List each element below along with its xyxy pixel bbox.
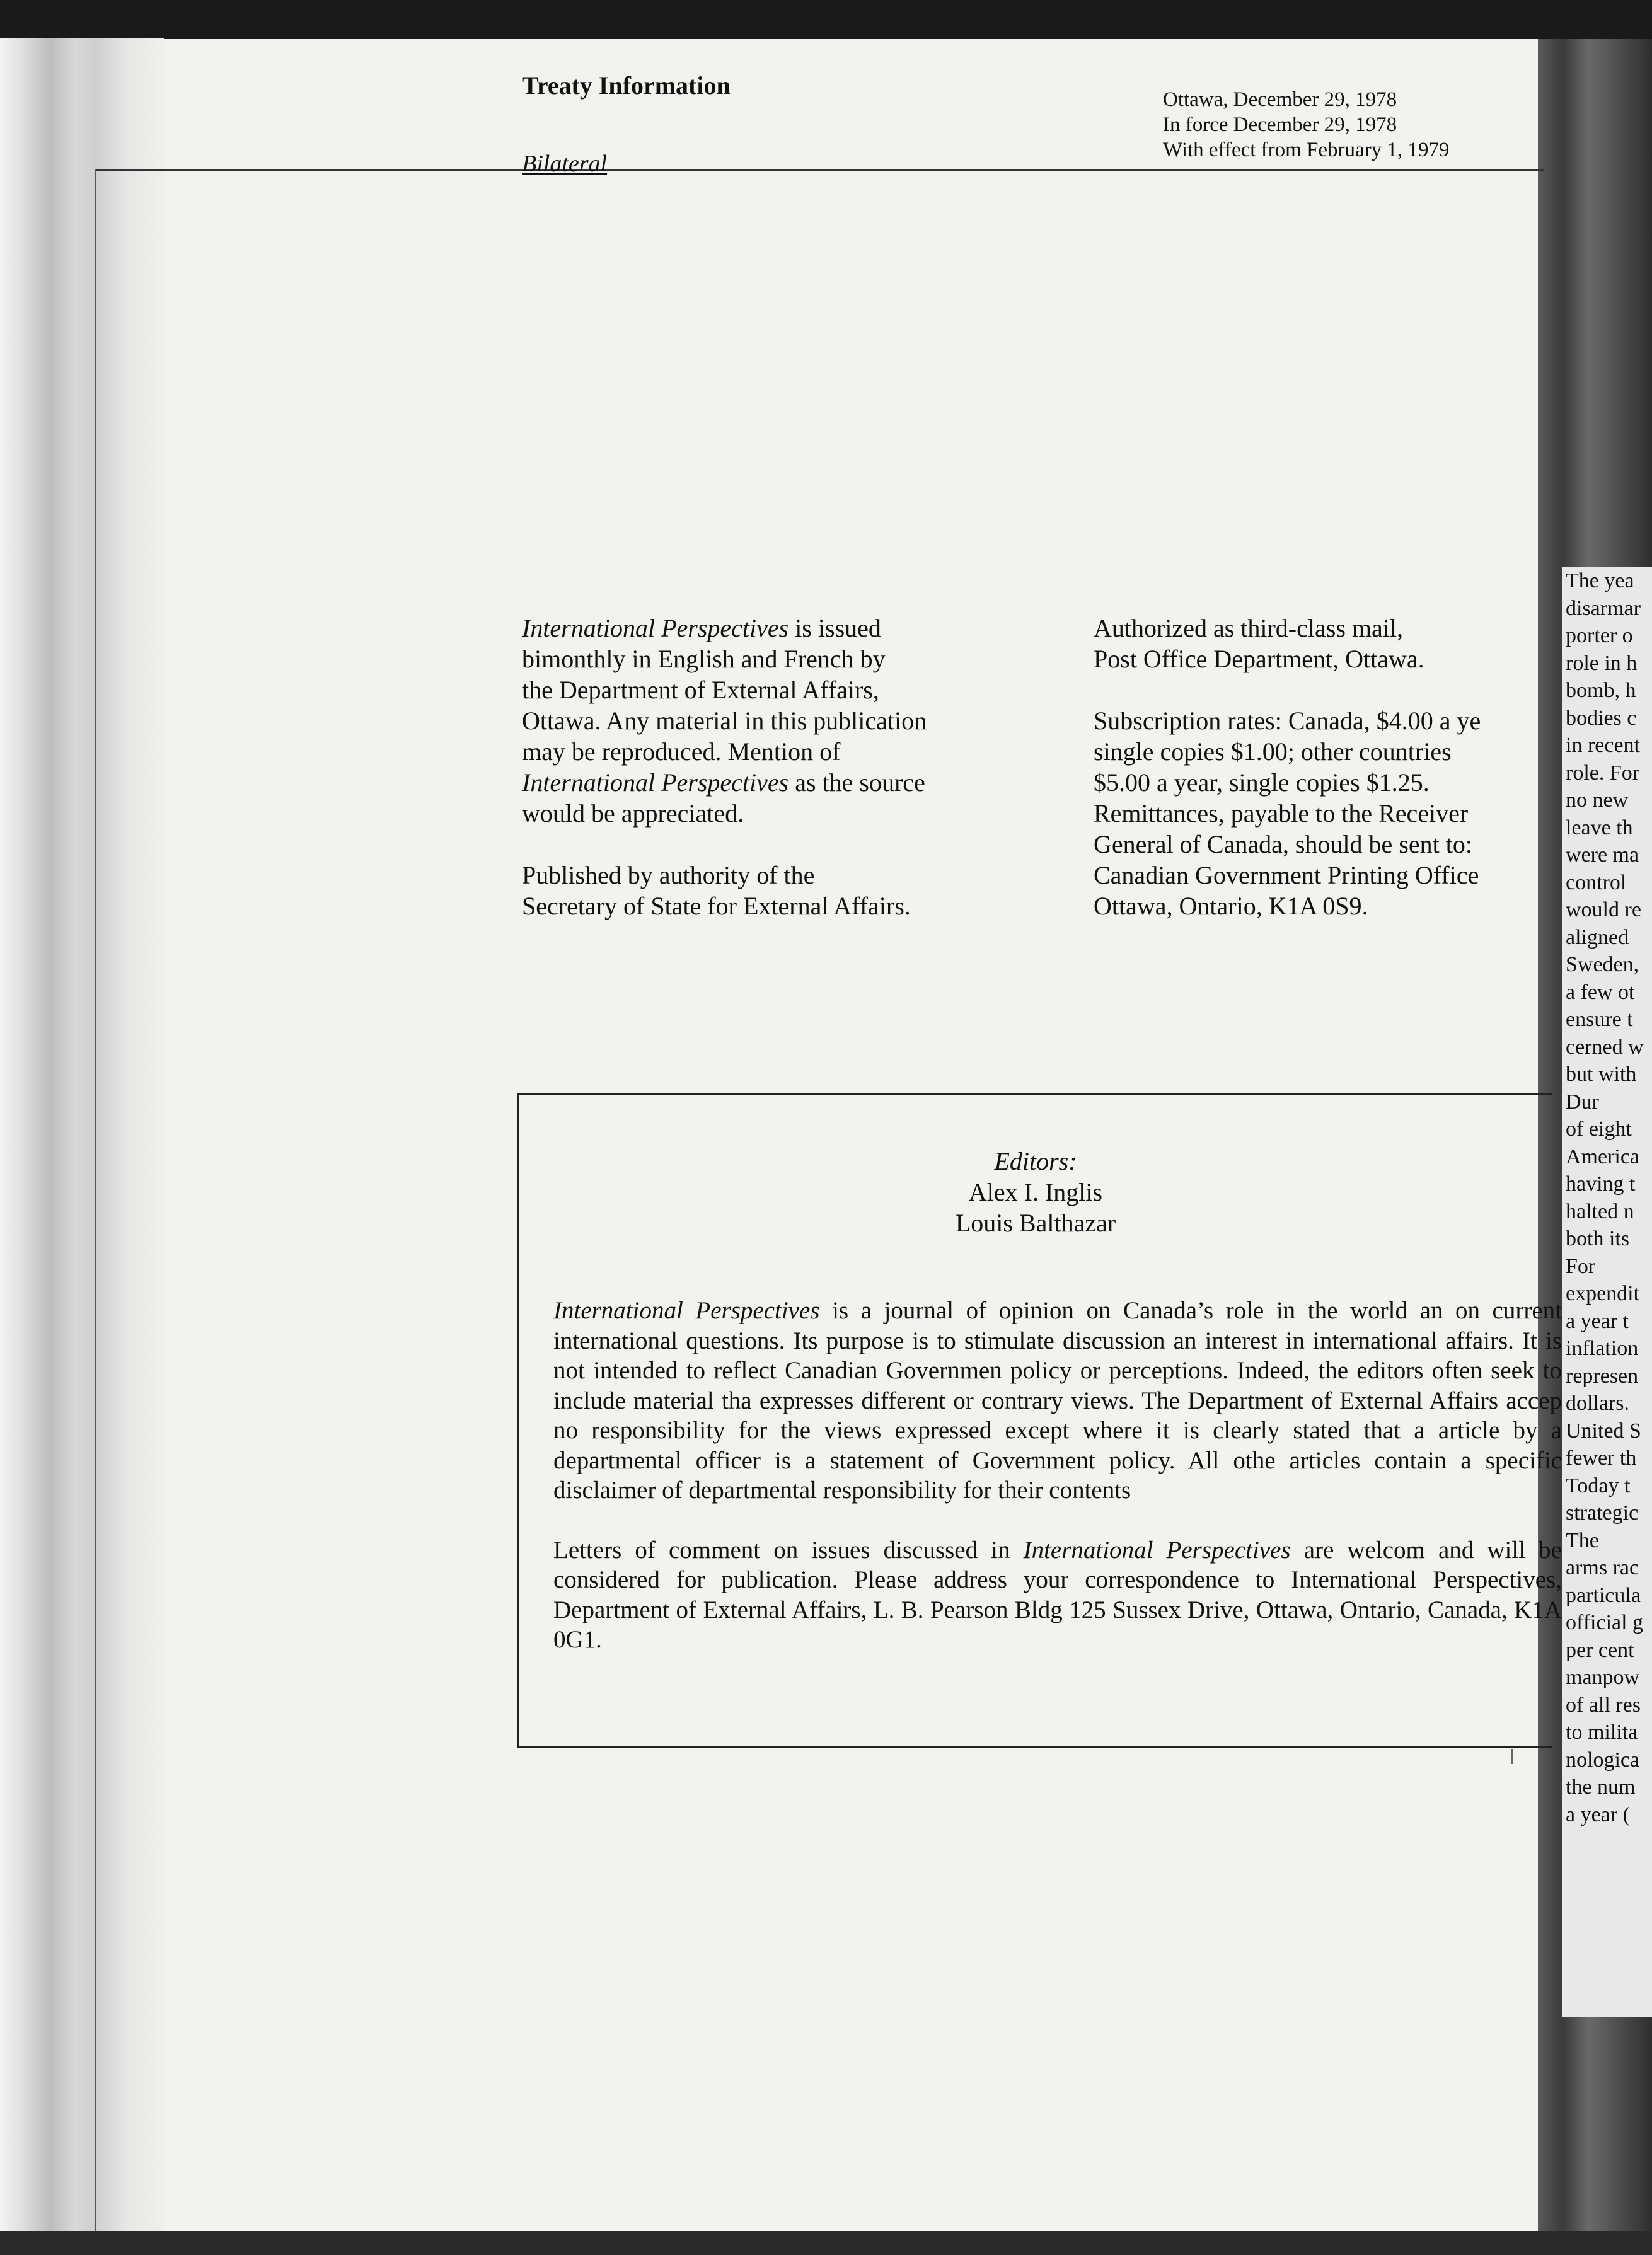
adjacent-page-line: halted n [1566, 1199, 1634, 1223]
colophon-line: $5.00 a year, single copies $1.25. [1094, 768, 1430, 797]
header-rule [95, 169, 1544, 171]
adjacent-page-line: Sweden, [1566, 953, 1639, 976]
colophon-line: International Perspectives is issued [522, 614, 881, 642]
adjacent-page-line: but with [1566, 1063, 1637, 1086]
adjacent-page-line: United S [1566, 1419, 1641, 1443]
colophon-left [522, 613, 1045, 921]
book-binding [0, 38, 164, 2255]
adjacent-page-line: both its [1566, 1227, 1630, 1250]
page-frame-rule [95, 169, 96, 2231]
adjacent-page-line: disarmar [1566, 596, 1641, 620]
adjacent-page-line: per cent [1566, 1638, 1634, 1662]
adjacent-page-line: The yea [1566, 569, 1634, 592]
adjacent-page-line: cerned w [1566, 1035, 1644, 1059]
section-label: Bilateral [522, 151, 608, 177]
colophon-line: the Department of External Affairs, [522, 676, 879, 704]
adjacent-page-line: leave th [1566, 816, 1633, 839]
adjacent-page-line: strategic [1566, 1501, 1639, 1525]
adjacent-page-line: fewer th [1566, 1446, 1637, 1470]
treaty-date-line: Ottawa, December 29, 1978 [1163, 88, 1397, 111]
colophon-line: would be appreciated. [522, 799, 744, 828]
publication-title: International Perspectives [553, 1297, 820, 1324]
colophon-line: Post Office Department, Ottawa. [1094, 645, 1424, 673]
colophon-line: International Perspectives as the source [522, 768, 925, 797]
colophon-line: single copies $1.00; other countries [1094, 737, 1452, 766]
adjacent-page-line: a few ot [1566, 980, 1635, 1004]
scan-mark [1511, 1749, 1513, 1764]
treaty-date-line: In force December 29, 1978 [1163, 113, 1397, 136]
adjacent-page-line: America [1566, 1145, 1640, 1168]
adjacent-page-line: no new [1566, 788, 1629, 812]
adjacent-page-line: control [1566, 870, 1627, 894]
colophon-line: Ottawa, Ontario, K1A 0S9. [1094, 892, 1368, 920]
adjacent-page-lines [1562, 567, 1652, 1828]
adjacent-page-line: Dur [1566, 1090, 1599, 1114]
adjacent-page-line: porter o [1566, 624, 1633, 647]
colophon-line: Published by authority of the [522, 861, 815, 889]
treaty-date-line: With effect from February 1, 1979 [1163, 139, 1450, 161]
treaty-dates [1163, 87, 1449, 163]
adjacent-page-line: represen [1566, 1364, 1639, 1388]
colophon-right [1094, 613, 1560, 921]
colophon-line: Authorized as third-class mail, [1094, 614, 1403, 642]
editor-name: Louis Balthazar [955, 1209, 1116, 1237]
adjacent-page-line: were ma [1566, 843, 1639, 867]
adjacent-page-line: would re [1566, 898, 1641, 921]
publication-title: International Perspectives [1023, 1536, 1291, 1564]
colophon-line: may be reproduced. Mention of [522, 737, 841, 766]
statement-paragraph: International Perspectives is a journal of opinion on Canada’s role in the world an on current international questions. Its purpose is to stimulate discussion an interest in international affairs. It is not intended to reflect Canadian Governmen policy or perceptions. Indeed, the editors often seek to include material tha expresses different or contrary views. The Department of External Affairs accep no responsibility for the views expressed except where it is clearly stated that a article by a departmental officer is a statement of Government policy. All othe articles contain a specific disclaimer of departmental responsibility for their contents [553, 1297, 1562, 1504]
editors-box [517, 1093, 1562, 1748]
adjacent-page-line: bodies c [1566, 706, 1637, 730]
adjacent-page-line: of eight [1566, 1117, 1632, 1141]
colophon-line: General of Canada, should be sent to: [1094, 830, 1472, 858]
adjacent-page-line: expendit [1566, 1282, 1640, 1305]
adjacent-page-line: nologica [1566, 1748, 1640, 1772]
adjacent-page-line: role in h [1566, 651, 1638, 675]
adjacent-page-line: aligned [1566, 925, 1629, 949]
scan-top-edge [0, 0, 1652, 39]
editors-heading [519, 1146, 1552, 1238]
adjacent-page-line: particula [1566, 1583, 1641, 1607]
adjacent-page-line: The [1566, 1528, 1599, 1552]
page-title: Treaty Information [522, 71, 731, 100]
colophon-line: Subscription rates: Canada, $4.00 a ye [1094, 706, 1481, 735]
colophon-line: Secretary of State for External Affairs. [522, 892, 911, 920]
scan-bottom-edge [0, 2231, 1652, 2255]
adjacent-page-line: having t [1566, 1172, 1636, 1196]
adjacent-page-line: manpow [1566, 1666, 1640, 1689]
adjacent-page-line: Today t [1566, 1474, 1631, 1497]
letters-paragraph: Letters of comment on issues discussed in International Perspectives are welcom and will be considered for publication. Please address your correspondence to International Perspectives, Department of External Affairs, L. B. Pearson Bldg 125 Sussex Drive, Ottawa, Ontario, Canada, K1A 0G1. [553, 1536, 1562, 1653]
colophon-line: bimonthly in English and French by [522, 645, 886, 673]
adjacent-page-line: the num [1566, 1775, 1636, 1799]
editors-statement [553, 1296, 1562, 1655]
adjacent-page-line: a year ( [1566, 1802, 1630, 1826]
adjacent-page-line: dollars. [1566, 1392, 1630, 1415]
editors-label: Editors: [994, 1147, 1077, 1175]
colophon-line: Ottawa. Any material in this publication [522, 706, 927, 735]
adjacent-page-fragment [1562, 567, 1652, 2017]
adjacent-page-line: ensure t [1566, 1008, 1633, 1031]
adjacent-page-line: arms rac [1566, 1556, 1639, 1579]
publication-title: International Perspectives [522, 768, 789, 797]
adjacent-page-line: to milita [1566, 1721, 1638, 1744]
adjacent-page-line: For [1566, 1254, 1596, 1278]
adjacent-page-line: a year t [1566, 1309, 1629, 1333]
adjacent-page-line: official g [1566, 1611, 1644, 1634]
adjacent-page-line: bomb, h [1566, 679, 1636, 702]
colophon-line: Canadian Government Printing Office [1094, 861, 1479, 889]
adjacent-page-line: inflation [1566, 1337, 1639, 1360]
colophon-line: Remittances, payable to the Receiver [1094, 799, 1469, 828]
editor-name: Alex I. Inglis [968, 1178, 1103, 1206]
adjacent-page-line: of all res [1566, 1693, 1641, 1717]
publication-title: International Perspectives [522, 614, 789, 642]
adjacent-page-line: in recent [1566, 734, 1640, 757]
adjacent-page-line: role. For [1566, 761, 1640, 785]
